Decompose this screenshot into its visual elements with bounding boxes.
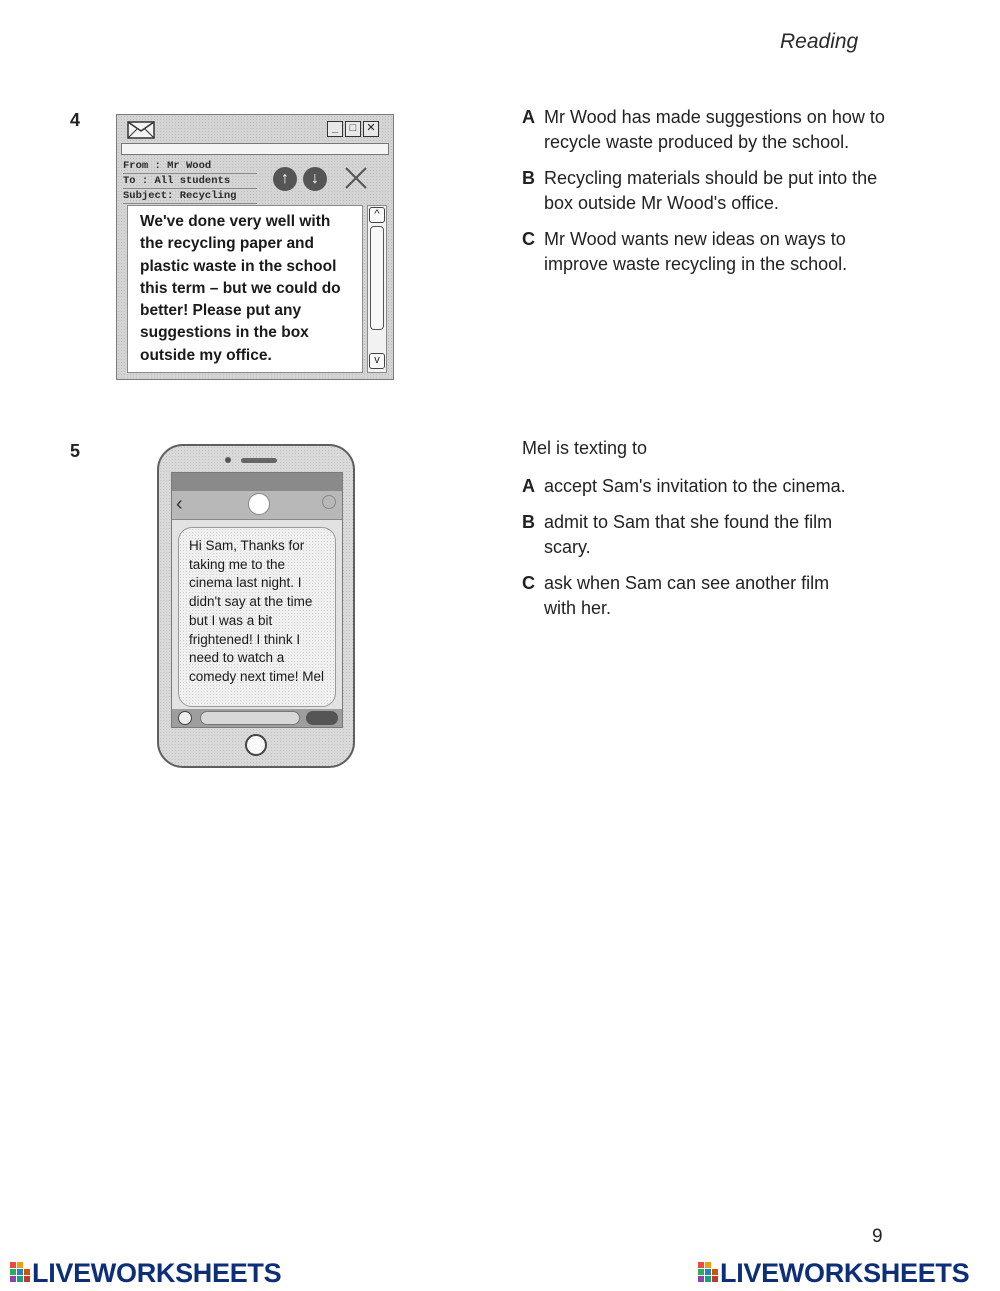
- q4-option-b-letter: B: [522, 168, 535, 188]
- camera-icon[interactable]: [178, 711, 192, 725]
- scroll-down-icon[interactable]: v: [369, 353, 385, 369]
- q4-option-a-letter: A: [522, 107, 535, 127]
- email-subject: Subject: Recycling: [123, 189, 257, 204]
- maximize-icon[interactable]: □: [345, 121, 361, 137]
- minimize-icon[interactable]: _: [327, 121, 343, 137]
- arrow-up-icon[interactable]: ↑: [273, 167, 297, 191]
- page-number: 9: [872, 1226, 883, 1247]
- front-camera-icon: [225, 457, 231, 463]
- liveworksheets-icon: [10, 1262, 30, 1286]
- q4-option-b: [522, 166, 902, 216]
- email-scrollbar[interactable]: [367, 205, 387, 373]
- home-button[interactable]: [245, 734, 267, 756]
- logo-text-left: LIVEWORKSHEETS: [32, 1258, 282, 1288]
- phone-screen: [171, 472, 343, 728]
- liveworksheets-icon-right: [698, 1262, 718, 1286]
- q4-option-a-text: Mr Wood has made suggestions on how to recycle waste produced by the school.: [544, 107, 885, 152]
- question-4-number: 4: [70, 110, 81, 130]
- q5-option-c-letter: C: [522, 573, 535, 593]
- q5-option-b-text: admit to Sam that she found the film scary.: [544, 512, 833, 557]
- contact-avatar: [248, 493, 270, 515]
- phone-status-bar: [172, 473, 342, 491]
- liveworksheets-logo-right[interactable]: [698, 1258, 994, 1288]
- back-chevron-icon[interactable]: ‹: [176, 493, 183, 515]
- q5-stem: Mel is texting to: [522, 438, 648, 458]
- chat-header: [172, 491, 342, 520]
- email-titlebar: [121, 119, 389, 141]
- q5-option-c-text: ask when Sam can see another film with her.: [544, 573, 830, 618]
- q5-option-b-letter: B: [522, 512, 535, 532]
- scroll-thumb[interactable]: [370, 226, 384, 330]
- q4-option-c-letter: C: [522, 229, 535, 249]
- scroll-up-icon[interactable]: ^: [369, 207, 385, 223]
- email-body-text: We've done very well with the recycling paper and plastic waste in the school this term – but we could do better! Please put any suggestions in the box outside my office.: [127, 205, 363, 373]
- envelope-icon: [127, 121, 155, 139]
- phone-illustration: [157, 444, 355, 768]
- liveworksheets-logo-left[interactable]: [10, 1258, 280, 1288]
- q4-option-a: [522, 105, 902, 155]
- email-address-bar: [121, 143, 389, 155]
- q5-option-a-text: accept Sam's invitation to the cinema.: [544, 476, 846, 496]
- email-window: [116, 114, 394, 380]
- email-from: From : Mr Wood: [123, 159, 257, 174]
- message-input[interactable]: [200, 711, 300, 725]
- send-button[interactable]: [306, 711, 338, 725]
- q4-option-c-text: Mr Wood wants new ideas on ways to improve waste recycling in the school.: [544, 229, 848, 274]
- q5-option-a: [522, 474, 902, 499]
- email-to: To : All students: [123, 174, 257, 189]
- q5-option-b: [522, 510, 902, 560]
- q5-option-c: [522, 571, 902, 621]
- close-icon[interactable]: ✕: [363, 121, 379, 137]
- q4-option-b-text: Recycling materials should be put into the box outside Mr Wood's office.: [544, 168, 878, 213]
- q5-option-a-letter: A: [522, 476, 535, 496]
- arrow-down-icon[interactable]: ↓: [303, 167, 327, 191]
- page-header-title: Reading: [780, 30, 859, 53]
- delete-x-icon[interactable]: [343, 165, 369, 191]
- text-message-bubble: Hi Sam, Thanks for taking me to the cinema last night. I didn't say at the time but I was a bit frightened! I think I need to watch a comedy next time! Mel: [178, 527, 336, 707]
- message-input-bar: [172, 709, 342, 727]
- question-5-number: 5: [70, 441, 81, 461]
- email-headers: [123, 159, 257, 204]
- refresh-icon[interactable]: [322, 495, 336, 509]
- q4-option-c: [522, 227, 902, 277]
- phone-speaker: [241, 458, 277, 463]
- logo-text-right: LIVEWORKSHEETS: [720, 1258, 970, 1288]
